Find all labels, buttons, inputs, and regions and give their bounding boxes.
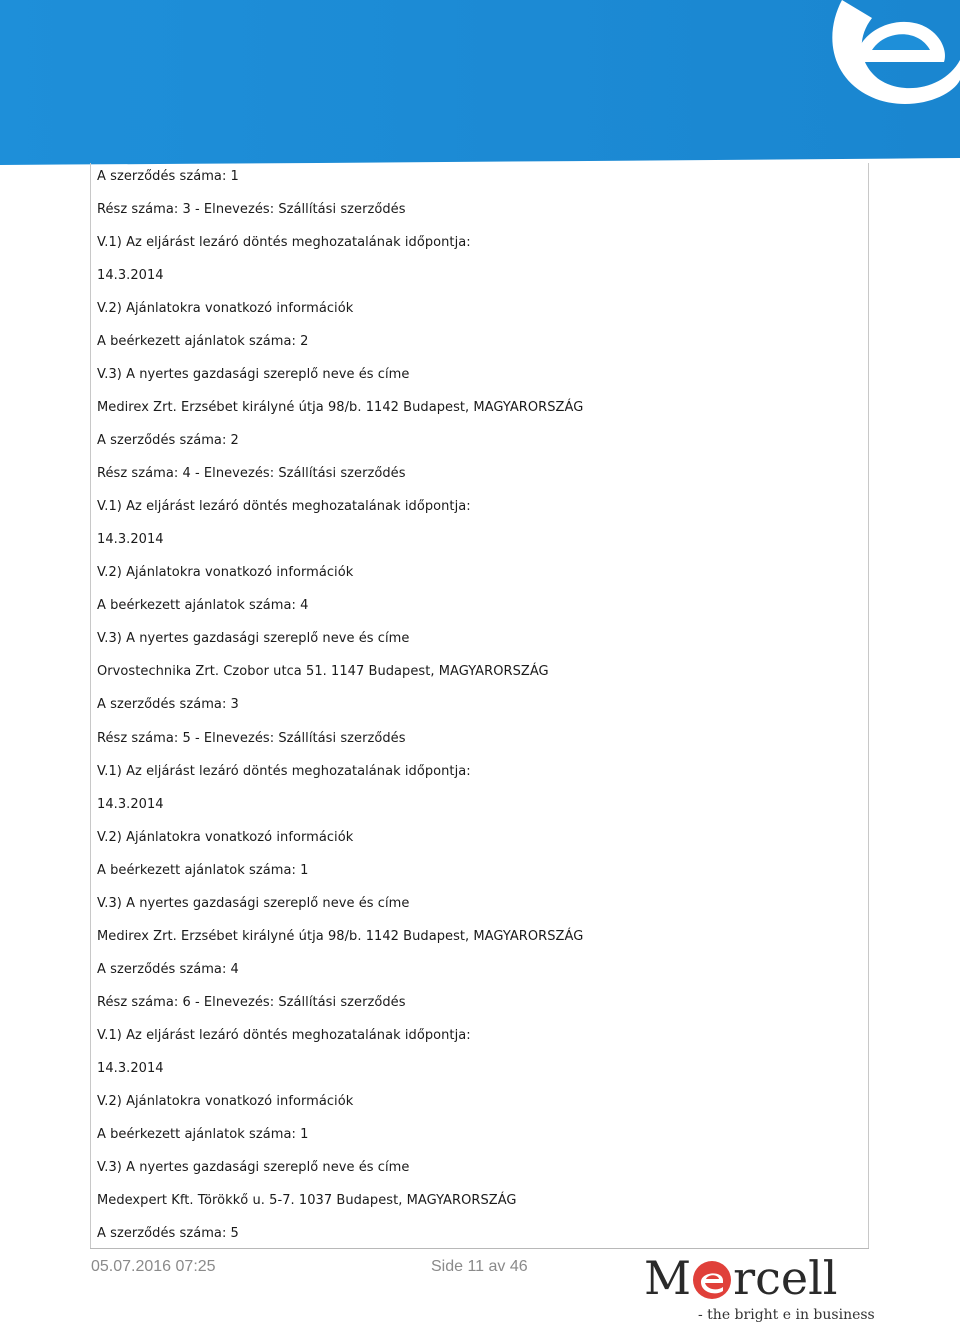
document-line: 14.3.2014 [97,796,164,812]
document-line: V.2) Ajánlatokra vonatkozó információk [97,829,354,845]
document-line: A beérkezett ajánlatok száma: 4 [97,598,309,614]
footer-page-number: Side 11 av 46 [431,1258,528,1275]
document-line: V.2) Ajánlatokra vonatkozó információk [97,301,354,317]
document-line: V.2) Ajánlatokra vonatkozó információk [97,565,354,581]
document-line: V.3) A nyertes gazdasági szereplő neve és címe [97,1159,410,1175]
logo-word-end: rcell [733,1251,838,1305]
document-line: A szerződés száma: 3 [97,697,239,713]
document-line: A szerződés száma: 4 [97,961,239,977]
marcell-logo [644,1251,875,1328]
document-line: Rész száma: 3 - Elnevezés: Szállítási szerződés [97,202,406,218]
document-line: V.1) Az eljárást lezáró döntés meghozatalának időpontja: [97,499,471,515]
document-line: V.1) Az eljárást lezáró döntés meghozatalának időpontja: [97,1027,471,1043]
header-banner [0,0,960,165]
document-line: A szerződés száma: 1 [97,169,239,184]
document-line: A szerződés száma: 5 [97,1225,239,1241]
document-line: 14.3.2014 [97,268,164,284]
document-line: 14.3.2014 [97,1060,164,1076]
document-line: V.3) A nyertes gazdasági szereplő neve és címe [97,631,410,647]
document-line: A szerződés száma: 2 [97,433,239,449]
logo-tagline: - the bright e in business [698,1307,875,1323]
logo-e-icon [692,1258,732,1298]
document-line: V.1) Az eljárást lezáró döntés meghozatalának időpontja: [97,763,471,779]
document-line: Medirex Zrt. Erzsébet királyné útja 98/b. 1142 Budapest, MAGYARORSZÁG [97,400,584,416]
logo-wordmark [644,1252,838,1304]
document-line: V.2) Ajánlatokra vonatkozó információk [97,1093,354,1109]
footer-divider [90,1248,869,1249]
document-line: Rész száma: 5 - Elnevezés: Szállítási szerződés [97,730,406,746]
document-line: A beérkezett ajánlatok száma: 1 [97,1126,309,1142]
document-line: 14.3.2014 [97,532,164,548]
document-line: A beérkezett ajánlatok száma: 2 [97,334,309,350]
document-line: Orvostechnika Zrt. Czobor utca 51. 1147 Budapest, MAGYARORSZÁG [97,664,549,680]
document-line: Medirex Zrt. Erzsébet királyné útja 98/b. 1142 Budapest, MAGYARORSZÁG [97,928,584,944]
footer-timestamp: 05.07.2016 07:25 [91,1258,216,1275]
document-line: Rész száma: 6 - Elnevezés: Szállítási szerződés [97,994,406,1010]
document-line: A beérkezett ajánlatok száma: 1 [97,862,309,878]
logo-word-start: M [644,1251,692,1305]
document-line: Rész száma: 4 - Elnevezés: Szállítási szerződés [97,466,406,482]
document-line: V.3) A nyertes gazdasági szereplő neve és címe [97,895,410,911]
document-line: V.1) Az eljárást lezáró döntés meghozatalának időpontja: [97,235,471,251]
document-line: Medexpert Kft. Törökkő u. 5-7. 1037 Budapest, MAGYARORSZÁG [97,1192,517,1208]
document-line: V.3) A nyertes gazdasági szereplő neve és címe [97,367,410,383]
